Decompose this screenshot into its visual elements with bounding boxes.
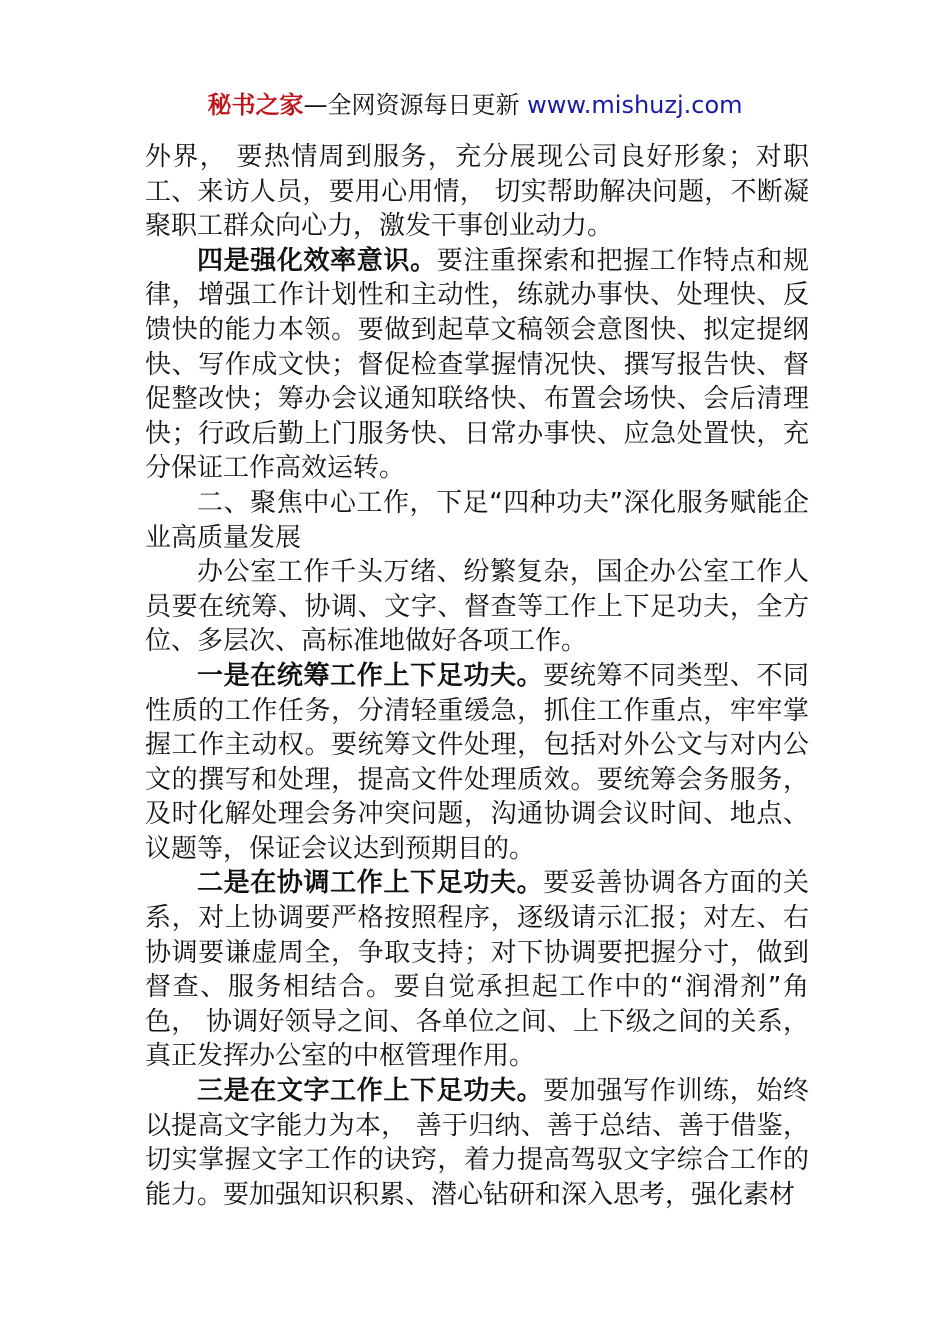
paragraph-coordination-planning: 一是在统筹工作上下足功夫。要统筹不同类型、不同性质的工作任务，分清轻重缓急，抓住工作重点，牢牢掌握工作主动权。要统筹文件处理，包括对外公文与对内公文的撰写和处理，提高文件处理质效。要统筹会务服务，及时化解处理会务冲突问题，沟通协调会议时间、地点、议题等，保证会议达到预期目的。 [145, 660, 809, 864]
section-heading: 二、聚焦中心工作，下足“四种功夫”深化服务赋能企业高质量发展 [145, 487, 809, 553]
paragraph-lead: 三是在文字工作上下足功夫。 [197, 1076, 544, 1107]
header-url-link[interactable]: www.mishuzj.com [527, 91, 743, 119]
paragraph-writing: 三是在文字工作上下足功夫。要加强写作训练，始终以提高文字能力为本， 善于归纳、善于总结、善于借鉴，切实掌握文字工作的诀窍，着力提高驾驭文字综合工作的能力。要加强知识积累、潜心钻研和深入思考，强化素材 [145, 1076, 809, 1210]
paragraph-efficiency: 四是强化效率意识。要注重探索和把握工作特点和规律，增强工作计划性和主动性，练就办事快、处理快、反馈快的能力本领。要做到起草文稿领会意图快、拟定提纲快、写作成文快；督促检查掌握情况快、撰写报告快、督促整改快；筹办会议通知联络快、布置会场快、会后清理快；行政后勤上门服务快、日常办事快、应急处置快，充分保证工作高效运转。 [145, 245, 809, 484]
paragraph-lead: 四是强化效率意识。 [197, 245, 437, 276]
document-body [145, 140, 809, 1212]
paragraph-lead: 二是在协调工作上下足功夫。 [197, 868, 544, 899]
paragraph-intro: 办公室工作千头万绪、纷繁复杂，国企办公室工作人员要在统筹、协调、文字、督查等工作上下足功夫，全方位、多层次、高标准地做好各项工作。 [145, 557, 809, 657]
brand-name: 秘书之家 [207, 91, 304, 119]
page-header [0, 88, 950, 122]
header-tagline: —全网资源每日更新 [303, 91, 528, 119]
paragraph-coordination: 二是在协调工作上下足功夫。要妥善协调各方面的关系，对上协调要严格按照程序，逐级请示汇报；对左、右协调要谦虚周全，争取支持；对下协调要把握分寸，做到督查、服务相结合。要自觉承担起工作中的“润滑剂”角色， 协调好领导之间、各单位之间、上下级之间的关系，真正发挥办公室的中枢管理作用。 [145, 868, 809, 1072]
paragraph-lead: 一是在统筹工作上下足功夫。 [197, 660, 544, 691]
paragraph-continuation: 外界， 要热情周到服务，充分展现公司良好形象；对职工、来访人员，要用心用情， 切实帮助解决问题，不断凝聚职工群众向心力，激发干事创业动力。 [145, 142, 809, 242]
